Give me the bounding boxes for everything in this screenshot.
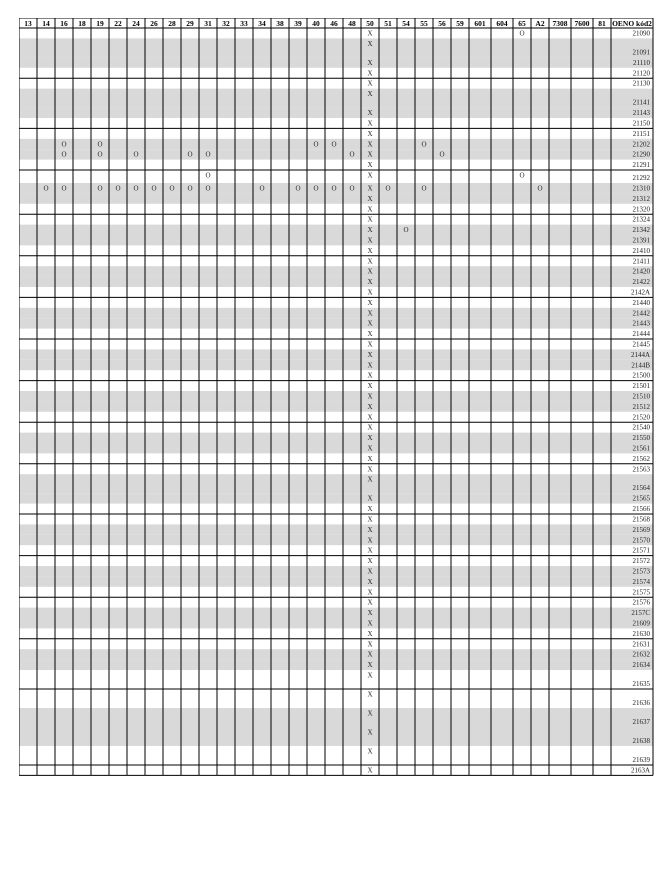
column-header: 26 — [150, 19, 158, 28]
x-mark: X — [367, 557, 373, 566]
row-band — [19, 401, 653, 411]
oeno-code: 21420 — [632, 267, 650, 276]
column-header: 22 — [114, 19, 122, 28]
o-mark: O — [205, 150, 211, 159]
oeno-code: 21411 — [632, 257, 650, 266]
x-mark: X — [367, 140, 373, 149]
x-mark: X — [367, 350, 373, 359]
oeno-code: 21563 — [632, 465, 650, 474]
column-header: 39 — [294, 19, 302, 28]
oeno-code: 21143 — [632, 109, 650, 118]
oeno-code: 2157C — [631, 609, 650, 618]
row-band — [19, 727, 653, 746]
table-grid — [19, 18, 654, 777]
x-mark: X — [367, 361, 373, 370]
column-header: A2 — [535, 19, 545, 28]
o-mark: O — [133, 150, 139, 159]
column-header: 34 — [258, 19, 266, 28]
oeno-code: 21141 — [632, 98, 650, 107]
oeno-code: 21150 — [632, 119, 650, 128]
column-header: 38 — [276, 19, 284, 28]
oeno-code: 21570 — [632, 536, 650, 545]
oeno-code: 21342 — [632, 226, 650, 235]
x-mark: X — [367, 90, 373, 99]
oeno-code: 21639 — [632, 756, 650, 764]
oeno-code: 21576 — [632, 598, 650, 607]
x-mark: X — [367, 747, 373, 756]
o-mark: O — [421, 184, 427, 193]
x-mark: X — [367, 267, 373, 276]
x-mark: X — [367, 79, 373, 88]
oeno-code: 21422 — [632, 278, 650, 287]
oeno-code: 21444 — [632, 330, 650, 339]
oeno-code: 21609 — [632, 619, 650, 628]
o-mark: O — [61, 140, 67, 149]
column-header: 81 — [598, 19, 606, 28]
oeno-code: 21568 — [632, 515, 650, 524]
row-band — [19, 57, 653, 67]
oeno-code: 21520 — [632, 413, 650, 422]
column-header: 16 — [60, 19, 68, 28]
x-mark: X — [367, 205, 373, 214]
row-band — [19, 318, 653, 328]
x-mark: X — [367, 382, 373, 391]
oeno-code: 21290 — [632, 150, 650, 159]
x-mark: X — [367, 690, 373, 699]
x-mark: X — [367, 505, 373, 514]
o-mark: O — [187, 184, 193, 193]
oeno-code: 21292 — [632, 174, 650, 182]
row-band — [19, 660, 653, 670]
row-band — [19, 193, 653, 203]
oeno-code: 21410 — [632, 246, 650, 255]
o-mark: O — [133, 184, 139, 193]
oeno-code: 21561 — [632, 444, 650, 453]
column-header: 31 — [204, 19, 212, 28]
oeno-code: 21202 — [632, 140, 650, 149]
row-band — [19, 149, 653, 159]
x-mark: X — [367, 319, 373, 328]
x-mark: X — [367, 536, 373, 545]
column-header: 40 — [312, 19, 320, 28]
x-mark: X — [367, 525, 373, 534]
column-header: 24 — [132, 19, 140, 28]
x-mark: X — [367, 309, 373, 318]
oeno-code: 21310 — [632, 184, 650, 193]
x-mark: X — [367, 330, 373, 339]
x-mark: X — [367, 392, 373, 401]
row-band — [19, 225, 653, 235]
x-mark: X — [367, 236, 373, 245]
x-mark: X — [367, 494, 373, 503]
x-mark: X — [367, 661, 373, 670]
o-mark: O — [115, 184, 121, 193]
column-header: 32 — [222, 19, 230, 28]
row-band — [19, 608, 653, 618]
oeno-code: 21574 — [632, 577, 650, 586]
o-mark: O — [43, 184, 49, 193]
oeno-code: 21564 — [632, 484, 650, 493]
x-mark: X — [367, 278, 373, 287]
column-header: 51 — [384, 19, 392, 28]
oeno-code: 21312 — [632, 194, 650, 203]
column-header: 59 — [456, 19, 464, 28]
x-mark: X — [367, 69, 373, 78]
oeno-code: 21566 — [632, 505, 650, 514]
oeno-code: 21638 — [632, 737, 650, 745]
o-mark: O — [295, 184, 301, 193]
x-mark: X — [367, 629, 373, 638]
compatibility-table — [19, 18, 654, 777]
x-mark: X — [367, 184, 373, 193]
x-mark: X — [367, 58, 373, 67]
oeno-code: 2163A — [630, 766, 650, 775]
oeno-code: 21500 — [632, 371, 650, 380]
oeno-code: 21550 — [632, 434, 650, 443]
o-mark: O — [97, 140, 103, 149]
x-mark: X — [367, 671, 373, 680]
o-mark: O — [519, 171, 525, 180]
oeno-code: 21324 — [632, 215, 650, 224]
o-mark: O — [259, 184, 265, 193]
x-mark: X — [367, 515, 373, 524]
oeno-code: 21572 — [632, 557, 650, 566]
o-mark: O — [313, 184, 319, 193]
x-mark: X — [367, 109, 373, 118]
column-header: 29 — [186, 19, 194, 28]
row-band — [19, 443, 653, 453]
column-header: 56 — [438, 19, 446, 28]
x-mark: X — [367, 194, 373, 203]
x-mark: X — [367, 129, 373, 138]
row-band — [19, 649, 653, 659]
row-band — [19, 535, 653, 545]
oeno-code: 21575 — [632, 588, 650, 597]
o-mark: O — [537, 184, 543, 193]
o-mark: O — [61, 184, 67, 193]
oeno-code: 21501 — [632, 382, 650, 391]
o-mark: O — [331, 140, 337, 149]
o-mark: O — [205, 184, 211, 193]
column-header: 55 — [420, 19, 428, 28]
x-mark: X — [367, 257, 373, 266]
x-mark: X — [367, 29, 373, 38]
o-mark: O — [97, 150, 103, 159]
row-band — [19, 235, 653, 245]
column-header: 54 — [402, 19, 410, 28]
column-header: 65 — [518, 19, 526, 28]
row-band — [19, 277, 653, 287]
column-header: OENO kód2 — [612, 19, 652, 28]
column-header: 33 — [240, 19, 248, 28]
oeno-code: 21090 — [632, 29, 650, 38]
x-mark: X — [367, 475, 373, 484]
column-header: 50 — [366, 19, 374, 28]
x-mark: X — [367, 298, 373, 307]
oeno-code: 21569 — [632, 525, 650, 534]
row-band — [19, 89, 653, 108]
oeno-code: 21440 — [632, 298, 650, 307]
oeno-code: 21091 — [632, 48, 650, 57]
oeno-code: 21636 — [632, 699, 650, 707]
row-band — [19, 576, 653, 586]
o-mark: O — [349, 184, 355, 193]
row-band — [19, 618, 653, 628]
o-mark: O — [403, 226, 409, 235]
oeno-code: 21635 — [632, 680, 650, 688]
x-mark: X — [367, 546, 373, 555]
row-band — [19, 524, 653, 534]
oeno-code: 21637 — [632, 718, 650, 726]
x-mark: X — [367, 598, 373, 607]
x-mark: X — [367, 465, 373, 474]
row-band — [19, 708, 653, 727]
oeno-code: 2144B — [631, 361, 650, 370]
row-band — [19, 360, 653, 370]
column-header: 19 — [96, 19, 104, 28]
x-mark: X — [367, 567, 373, 576]
o-mark: O — [349, 150, 355, 159]
x-mark: X — [367, 226, 373, 235]
o-mark: O — [151, 184, 157, 193]
row-band — [19, 474, 653, 493]
row-band — [19, 308, 653, 318]
row-band — [19, 266, 653, 276]
x-mark: X — [367, 423, 373, 432]
oeno-code: 21540 — [632, 423, 650, 432]
column-header: 601 — [474, 19, 486, 28]
column-header: 604 — [496, 19, 508, 28]
oeno-code: 21573 — [632, 567, 650, 576]
oeno-code: 21110 — [633, 58, 650, 67]
x-mark: X — [367, 119, 373, 128]
column-header: 7600 — [574, 19, 590, 28]
x-mark: X — [367, 577, 373, 586]
x-mark: X — [367, 650, 373, 659]
row-band — [19, 493, 653, 503]
oeno-code: 21562 — [632, 454, 650, 463]
x-mark: X — [367, 588, 373, 597]
oeno-code: 21565 — [632, 494, 650, 503]
oeno-code: 21151 — [632, 129, 650, 138]
oeno-code: 21571 — [632, 546, 650, 555]
x-mark: X — [367, 215, 373, 224]
x-mark: X — [367, 640, 373, 649]
oeno-code: 21391 — [632, 236, 650, 245]
column-header: 7308 — [552, 19, 568, 28]
column-header: 28 — [168, 19, 176, 28]
x-mark: X — [367, 444, 373, 453]
o-mark: O — [97, 184, 103, 193]
oeno-code: 21632 — [632, 650, 650, 659]
oeno-code: 21442 — [632, 309, 650, 318]
row-band — [19, 433, 653, 443]
o-mark: O — [187, 150, 193, 159]
x-mark: X — [367, 288, 373, 297]
oeno-code: 21510 — [632, 392, 650, 401]
o-mark: O — [421, 140, 427, 149]
o-mark: O — [61, 150, 67, 159]
row-band — [19, 38, 653, 57]
oeno-code: 21320 — [632, 205, 650, 214]
x-mark: X — [367, 371, 373, 380]
x-mark: X — [367, 434, 373, 443]
column-header: 14 — [42, 19, 50, 28]
oeno-code: 21631 — [632, 640, 650, 649]
o-mark: O — [169, 184, 175, 193]
x-mark: X — [367, 340, 373, 349]
x-mark: X — [367, 402, 373, 411]
oeno-code: 2144A — [630, 350, 650, 359]
o-mark: O — [439, 150, 445, 159]
oeno-code: 21512 — [632, 402, 650, 411]
oeno-code: 21291 — [632, 161, 650, 170]
x-mark: X — [367, 609, 373, 618]
x-mark: X — [367, 709, 373, 718]
row-band — [19, 566, 653, 576]
oeno-code: 21445 — [632, 340, 650, 349]
oeno-code: 2142A — [630, 288, 650, 297]
row-band — [19, 391, 653, 401]
column-header: 48 — [348, 19, 356, 28]
o-mark: O — [519, 29, 525, 38]
column-header: 18 — [78, 19, 86, 28]
o-mark: O — [313, 140, 319, 149]
x-mark: X — [367, 39, 373, 48]
o-mark: O — [205, 171, 211, 180]
oeno-code: 21443 — [632, 319, 650, 328]
o-mark: O — [385, 184, 391, 193]
oeno-code: 21130 — [632, 79, 650, 88]
x-mark: X — [367, 454, 373, 463]
row-band — [19, 349, 653, 359]
x-mark: X — [367, 728, 373, 737]
x-mark: X — [367, 171, 373, 180]
row-band — [19, 108, 653, 118]
column-header: 46 — [330, 19, 338, 28]
x-mark: X — [367, 766, 373, 775]
x-mark: X — [367, 413, 373, 422]
oeno-code: 21634 — [632, 661, 650, 670]
x-mark: X — [367, 150, 373, 159]
column-header: 13 — [24, 19, 32, 28]
x-mark: X — [367, 161, 373, 170]
x-mark: X — [367, 619, 373, 628]
oeno-code: 21630 — [632, 629, 650, 638]
x-mark: X — [367, 246, 373, 255]
o-mark: O — [331, 184, 337, 193]
oeno-code: 21120 — [632, 69, 650, 78]
